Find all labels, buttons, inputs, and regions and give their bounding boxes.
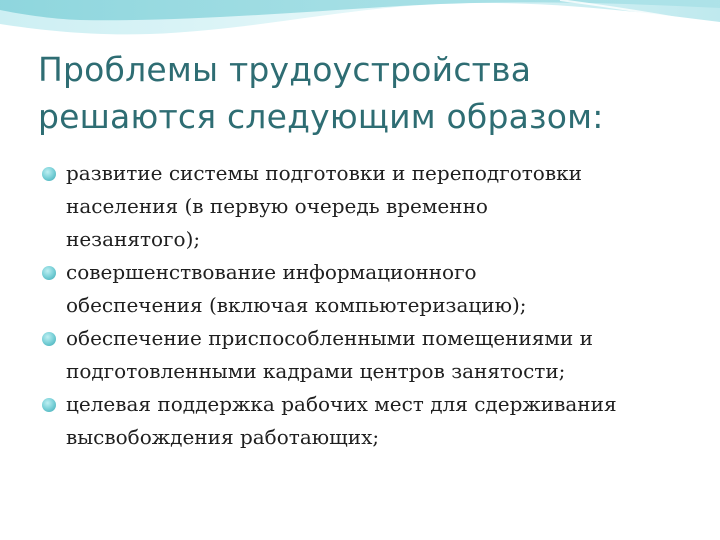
slide-title <box>38 46 698 140</box>
bullet-dot-icon <box>42 398 56 412</box>
bullet-item-2 <box>38 256 710 322</box>
bullet-2-line-2: обеспечения (включая компьютеризацию); <box>66 293 527 317</box>
bullet-3-line-2: подготовленными кадрами центров занятости; <box>66 359 566 383</box>
bullet-4-line-2: высвобождения работающих; <box>66 425 380 449</box>
bullet-2-line-1: совершенствование информационного <box>66 260 477 284</box>
bullet-dot-icon <box>42 167 56 181</box>
title-line-1: Проблемы трудоустройства <box>38 50 532 89</box>
bullet-item-1 <box>38 157 710 256</box>
bullet-dot-icon <box>42 332 56 346</box>
bullet-1-line-2: населения (в первую очередь временно <box>66 194 488 218</box>
bullet-item-4 <box>38 388 710 454</box>
bullet-4-line-1: целевая поддержка рабочих мест для сдерживания <box>66 392 617 416</box>
title-line-2: решаются следующим образом: <box>38 97 604 136</box>
bullet-list <box>38 157 710 454</box>
bullet-item-3 <box>38 322 710 388</box>
bullet-3-line-1: обеспечение приспособленными помещениями и <box>66 326 593 350</box>
bullet-1-line-1: развитие системы подготовки и переподготовки <box>66 161 582 185</box>
bullet-1-line-3: незанятого); <box>66 227 201 251</box>
bullet-dot-icon <box>42 266 56 280</box>
